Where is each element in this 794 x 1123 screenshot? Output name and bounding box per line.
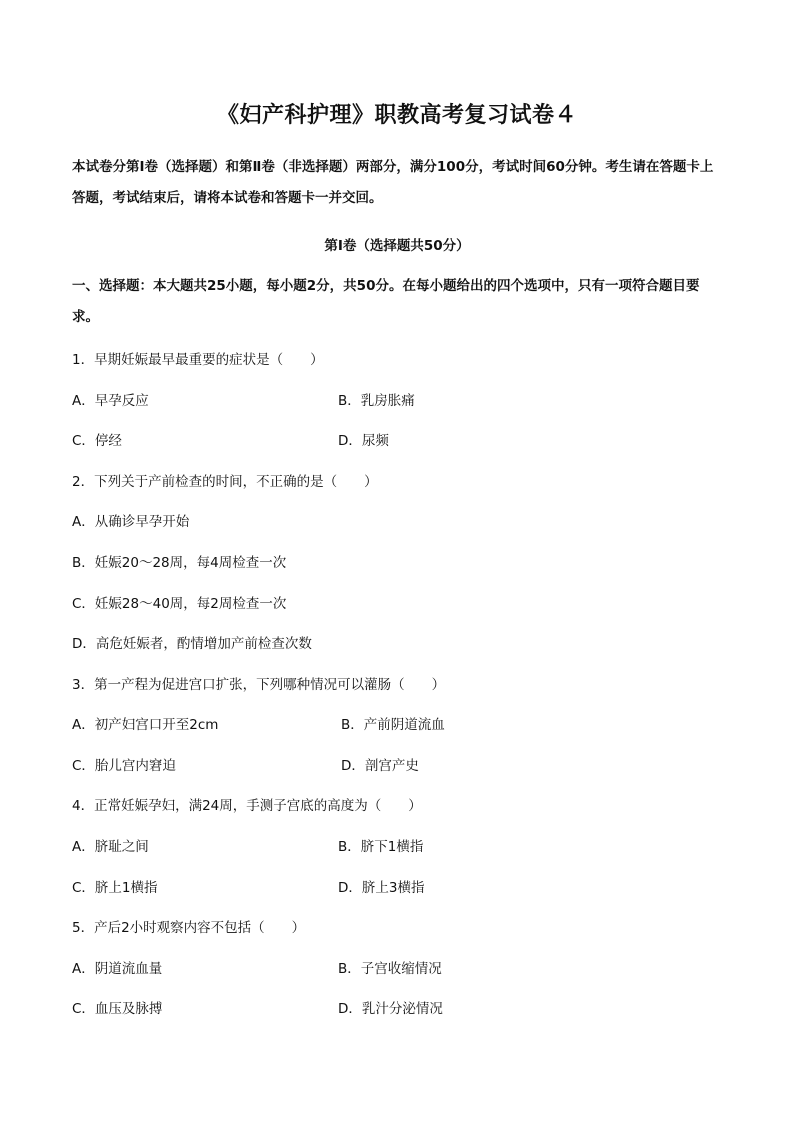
question-1-stem: 1．早期妊娠最早最重要的症状是（ ）	[72, 352, 324, 368]
question-4-option-b: B．脐下1横指	[338, 839, 424, 855]
question-2-option-b: B．妊娠20～28周，每4周检查一次	[72, 555, 287, 571]
question-4-option-c: C．脐上1横指	[72, 880, 158, 896]
question-2-option-d: D．高危妊娠者，酌情增加产前检查次数	[72, 636, 312, 652]
question-3-option-d: D．剖宫产史	[341, 758, 419, 774]
question-3-option-c: C．胎儿宫内窘迫	[72, 758, 176, 774]
exam-title: 《妇产科护理》职教高考复习试卷４	[216, 102, 577, 128]
question-3-option-b: B．产前阴道流血	[341, 717, 445, 733]
section-title: 第Ⅰ卷（选择题共50分）	[324, 238, 470, 254]
question-1-option-d: D．尿频	[338, 433, 389, 449]
question-4-option-d: D．脐上3横指	[338, 880, 425, 896]
exam-intro: 本试卷分第Ⅰ卷（选择题）和第Ⅱ卷（非选择题）两部分，满分100分，考试时间60分钟。考生请在答题卡上答题，考试结束后，请将本试卷和答题卡一并交回。	[72, 159, 714, 206]
question-1-option-a: A．早孕反应	[72, 393, 149, 409]
question-3-option-a: A．初产妇宫口开至2cm	[72, 717, 219, 733]
question-1-option-c: C．停经	[72, 433, 122, 449]
question-5-option-c: C．血压及脉搏	[72, 1001, 163, 1017]
question-4-option-a: A．脐耻之间	[72, 839, 149, 855]
question-1-option-b: B．乳房胀痛	[338, 393, 415, 409]
question-3-stem: 3．第一产程为促进宫口扩张，下列哪种情况可以灌肠（ ）	[72, 677, 446, 693]
section-instructions: 一、选择题：本大题共25小题，每小题2分，共50分。在每小题给出的四个选项中，只有一项符合题目要求。	[72, 278, 700, 325]
question-5-option-b: B．子宫收缩情况	[338, 961, 442, 977]
question-4-stem: 4．正常妊娠孕妇，满24周，手测子宫底的高度为（ ）	[72, 798, 422, 814]
question-2-option-a: A．从确诊早孕开始	[72, 514, 190, 530]
question-5-stem: 5．产后2小时观察内容不包括（ ）	[72, 920, 306, 936]
question-5-option-d: D．乳汁分泌情况	[338, 1001, 443, 1017]
question-2-stem: 2．下列关于产前检查的时间，不正确的是（ ）	[72, 474, 378, 490]
question-2-option-c: C．妊娠28～40周，每2周检查一次	[72, 596, 287, 612]
question-5-option-a: A．阴道流血量	[72, 961, 163, 977]
